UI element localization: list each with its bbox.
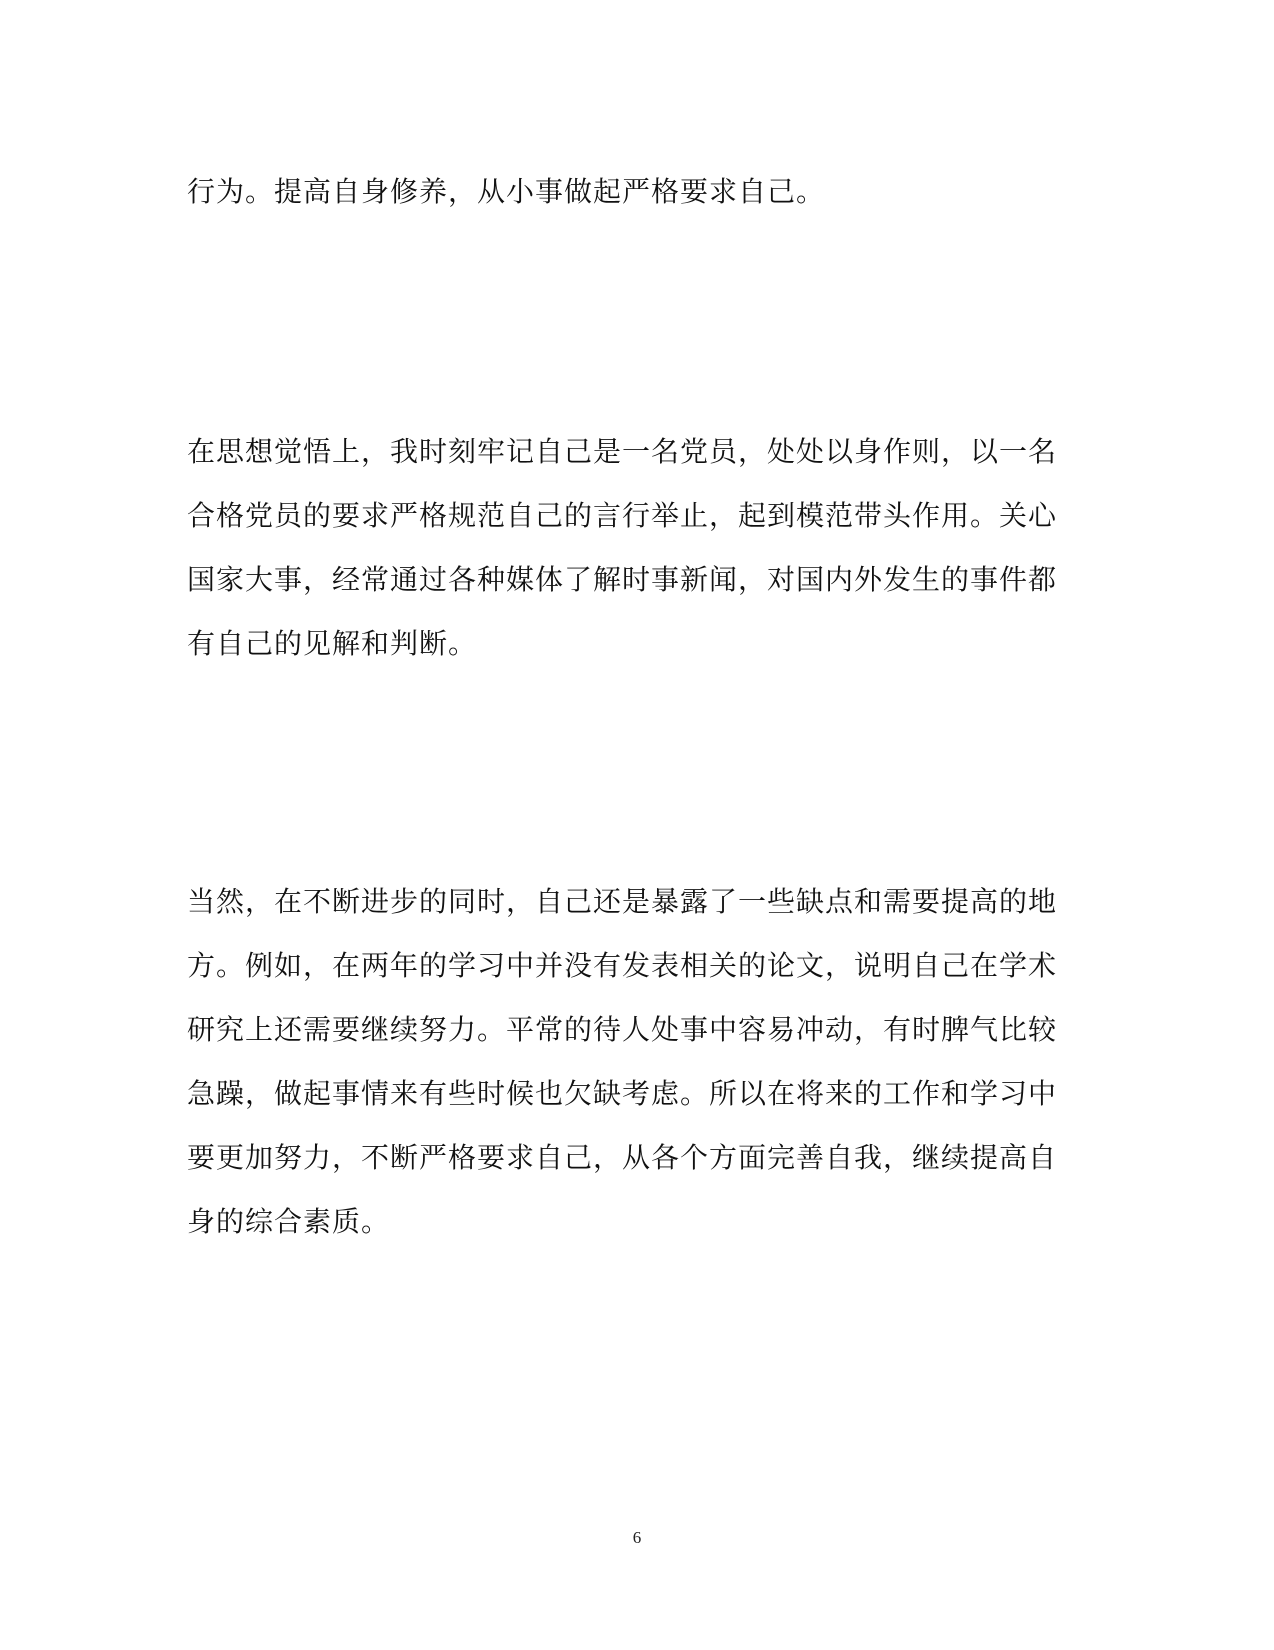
paragraph-2	[187, 420, 1067, 676]
paragraph-line: 在思想觉悟上，我时刻牢记自己是一名党员，处处以身作则，以一名	[187, 435, 1058, 468]
paragraph-line: 当然，在不断进步的同时，自己还是暴露了一些缺点和需要提高的地	[187, 885, 1058, 918]
page-number: 6	[632, 1528, 642, 1547]
paragraph-line: 急躁，做起事情来有些时候也欠缺考虑。所以在将来的工作和学习中	[187, 1077, 1058, 1110]
paragraph-line: 行为。提高自身修养，从小事做起严格要求自己。	[187, 175, 826, 208]
paragraph-line: 身的综合素质。	[187, 1205, 391, 1238]
paragraph-line: 方。例如，在两年的学习中并没有发表相关的论文，说明自己在学术	[187, 949, 1058, 982]
paragraph-1	[187, 160, 1067, 224]
paragraph-line: 有自己的见解和判断。	[187, 627, 478, 660]
paragraph-line: 国家大事，经常通过各种媒体了解时事新闻，对国内外发生的事件都	[187, 563, 1058, 596]
paragraph-line: 要更加努力，不断严格要求自己，从各个方面完善自我，继续提高自	[187, 1141, 1058, 1174]
paragraph-line: 研究上还需要继续努力。平常的待人处事中容易冲动，有时脾气比较	[187, 1013, 1058, 1046]
paragraph-3	[187, 870, 1067, 1254]
paragraph-line: 合格党员的要求严格规范自己的言行举止，起到模范带头作用。关心	[187, 499, 1058, 532]
